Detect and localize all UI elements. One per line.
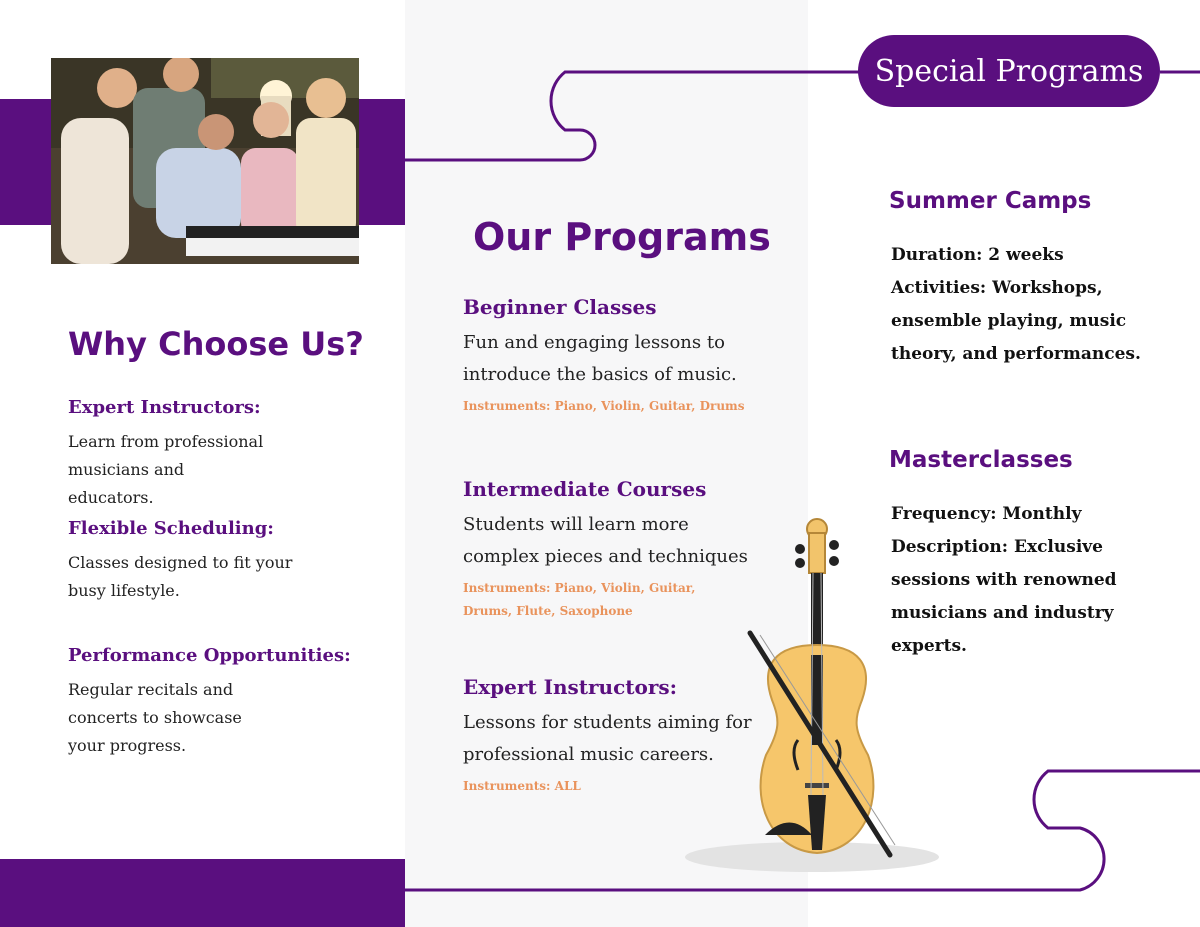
- feature-desc: Regular recitals and concerts to showcase your progress.: [68, 680, 242, 755]
- program-instruments: Instruments: Piano, Violin, Guitar, Drums: [463, 399, 745, 413]
- our-programs-title: Our Programs: [473, 215, 771, 259]
- program-desc: Lessons for students aiming for professional music careers.: [463, 712, 752, 765]
- masterclasses-text: Frequency: Monthly Description: Exclusive sessions with renowned musicians and industry experts.: [891, 504, 1117, 656]
- program-desc: Fun and engaging lessons to introduce the basics of music.: [463, 332, 737, 385]
- feature-title: Expert Instructors:: [68, 397, 261, 418]
- summer-camps-text: Duration: 2 weeks Activities: Workshops, ensemble playing, music theory, and performances.: [891, 245, 1141, 364]
- program-desc: Students will learn more complex pieces and techniques: [463, 514, 748, 567]
- feature-title: Performance Opportunities:: [68, 645, 351, 666]
- special-programs-badge: Special Programs: [858, 35, 1160, 107]
- feature-title: Flexible Scheduling:: [68, 518, 274, 539]
- feature-flexible-scheduling: [68, 518, 368, 605]
- music-class-photo: [51, 58, 359, 264]
- why-choose-us-title: Why Choose Us?: [68, 325, 364, 363]
- program-beginner: [463, 295, 753, 418]
- program-title: Intermediate Courses: [463, 477, 707, 501]
- feature-desc: Learn from professional musicians and educators.: [68, 432, 264, 507]
- program-instruments: Instruments: Piano, Violin, Guitar, Drums, Flute, Saxophone: [463, 581, 696, 618]
- feature-performance-opportunities: [68, 645, 368, 760]
- summer-camps-title: Summer Camps: [889, 188, 1092, 214]
- feature-expert-instructors: [68, 397, 368, 512]
- feature-desc: Classes designed to fit your busy lifestyle.: [68, 553, 293, 600]
- program-instruments: Instruments: ALL: [463, 779, 581, 793]
- program-title: Expert Instructors:: [463, 675, 678, 699]
- masterclasses-title: Masterclasses: [889, 447, 1073, 473]
- program-title: Beginner Classes: [463, 295, 657, 319]
